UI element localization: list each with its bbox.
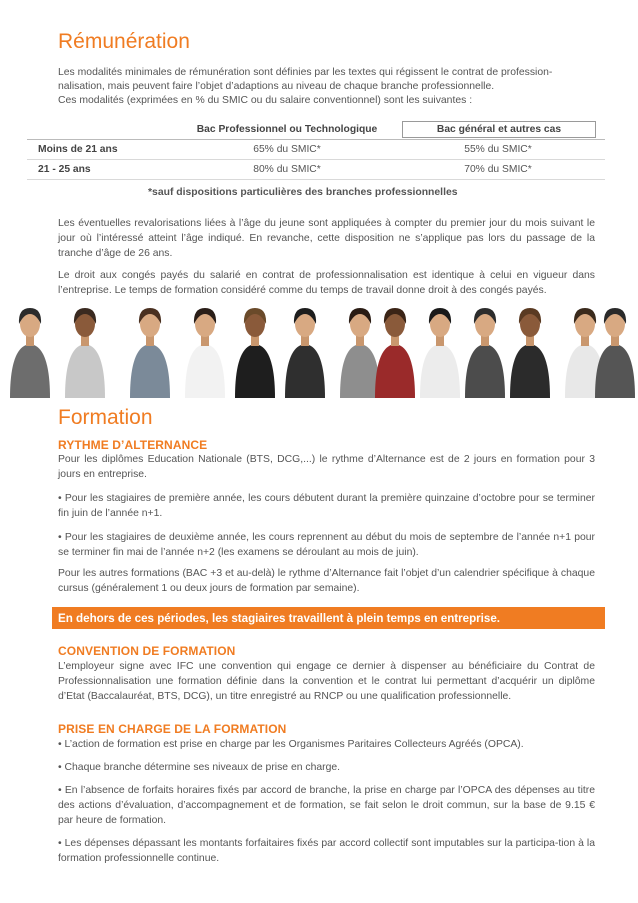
intro-line-1: Les modalités minimales de rémunération sont définies par les textes qui régissent le contrat de profession- xyxy=(58,67,553,78)
rythme-heading: RYTHME D’ALTERNANCE xyxy=(58,438,208,452)
student-figure xyxy=(595,308,635,398)
student-figure xyxy=(235,308,275,398)
table-cell: 65% du SMIC* xyxy=(253,144,321,155)
student-figure xyxy=(510,308,550,398)
table-header-cell: Bac général et autres cas xyxy=(402,121,596,138)
student-figure xyxy=(10,308,50,398)
prise-paragraph-4: • Les dépenses dépassant les montants forfaitaires fixés par accord collectif sont imputables sur la participa-tion à la formation professionnelle continue. xyxy=(58,838,595,864)
prise-paragraph-1: • L’action de formation est prise en charge par les Organismes Paritaires Collecteurs Agréés (OPCA). xyxy=(58,739,524,750)
student-figure xyxy=(185,308,225,398)
paid-leave-paragraph: Le droit aux congés payés du salarié en contrat de professionnalisation est identique à celui en vigueur dans l’entreprise. Le temps de formation considéré comme du temps de travail donne droit à des congés payés. xyxy=(58,270,595,296)
prise-paragraph-2: • Chaque branche détermine ses niveaux de prise en charge. xyxy=(58,762,341,773)
table-cell: 55% du SMIC* xyxy=(464,144,532,155)
table-header-row xyxy=(27,119,605,140)
student-figure xyxy=(465,308,505,398)
table-cell: Moins de 21 ans xyxy=(38,144,118,155)
table-header-cell: Bac Professionnel ou Technologique xyxy=(196,123,378,135)
alternance-banner: En dehors de ces périodes, les stagiaires travaillent à plein temps en entreprise. xyxy=(52,607,605,629)
student-figure xyxy=(420,308,460,398)
convention-paragraph: L’employeur signe avec IFC une convention qui engage ce dernier à dispenser au bénéficiaire du Contrat de Professionnalisation une formation définie dans la convention et le contrat lui permettant d’acquérir un diplôme d’Etat (Baccalauréat, BTS, DCG), un titre enregistré au RNCP ou une qualification professionnelle. xyxy=(58,661,595,702)
table-cell: 80% du SMIC* xyxy=(253,164,321,175)
rythme-paragraph-1: Pour les diplômes Education Nationale (BTS, DCG,...) le rythme d’Alternance est de 2 jours en formation pour 3 jours en entreprise. xyxy=(58,454,595,480)
student-figure xyxy=(375,308,415,398)
student-figure xyxy=(285,308,325,398)
rythme-paragraph-2: • Pour les stagiaires de première année, les cours débutent durant la première quinzaine d’octobre pour se terminer fin juin de l’année n+1. xyxy=(58,493,595,519)
remuneration-title: Rémunération xyxy=(58,30,190,53)
student-figure xyxy=(340,308,380,398)
rythme-paragraph-3: • Pour les stagiaires de deuxième année, les cours reprennent au début du mois de septembre de l’année n+1 pour se terminer fin mai de l’année n+2 (les examens se déroulant au mois de juin). xyxy=(58,532,595,558)
table-cell: 21 - 25 ans xyxy=(38,164,91,175)
table-row xyxy=(27,160,605,180)
table-row xyxy=(27,140,605,160)
student-figure xyxy=(65,308,105,398)
convention-heading: CONVENTION DE FORMATION xyxy=(58,644,236,658)
table-cell: 70% du SMIC* xyxy=(464,164,532,175)
remuneration-intro xyxy=(58,66,618,108)
formation-title: Formation xyxy=(58,406,153,429)
rythme-paragraph-4: Pour les autres formations (BAC +3 et au-delà) le rythme d’Alternance fait l’objet d’un calendrier spécifique à chaque cursus (généralement 1 ou deux jours de formation par semaine). xyxy=(58,568,595,594)
age-revaluation-paragraph: Les éventuelles revalorisations liées à l’âge du jeune sont appliquées à compter du premier jour du mois suivant le jour où l’intéressé atteint l’âge indiqué. En revanche, cette disposition ne s’applique pas lors du passage de la tranche d’âge de 26 ans. xyxy=(58,218,595,259)
intro-line-3: Ces modalités (exprimées en % du SMIC ou du salaire conventionnel) sont les suivantes : xyxy=(58,95,473,106)
prise-en-charge-heading: PRISE EN CHARGE DE LA FORMATION xyxy=(58,722,287,736)
students-photo xyxy=(0,296,638,398)
table-footnote: *sauf dispositions particulières des branches professionnelles xyxy=(148,187,458,198)
remuneration-table xyxy=(27,119,605,180)
student-figure xyxy=(130,308,170,398)
prise-paragraph-3: • En l’absence de forfaits horaires fixés par accord de branche, la prise en charge par l’OPCA des dépenses au titre des actions d’évaluation, d’accompagnement et de formation, se fait selon le droit commun, sur la base de 9.15 € par heure de formation. xyxy=(58,785,595,826)
intro-line-2: nalisation, mais peuvent faire l’objet d’adaptions au niveau de chaque branche professionnelle. xyxy=(58,81,495,92)
